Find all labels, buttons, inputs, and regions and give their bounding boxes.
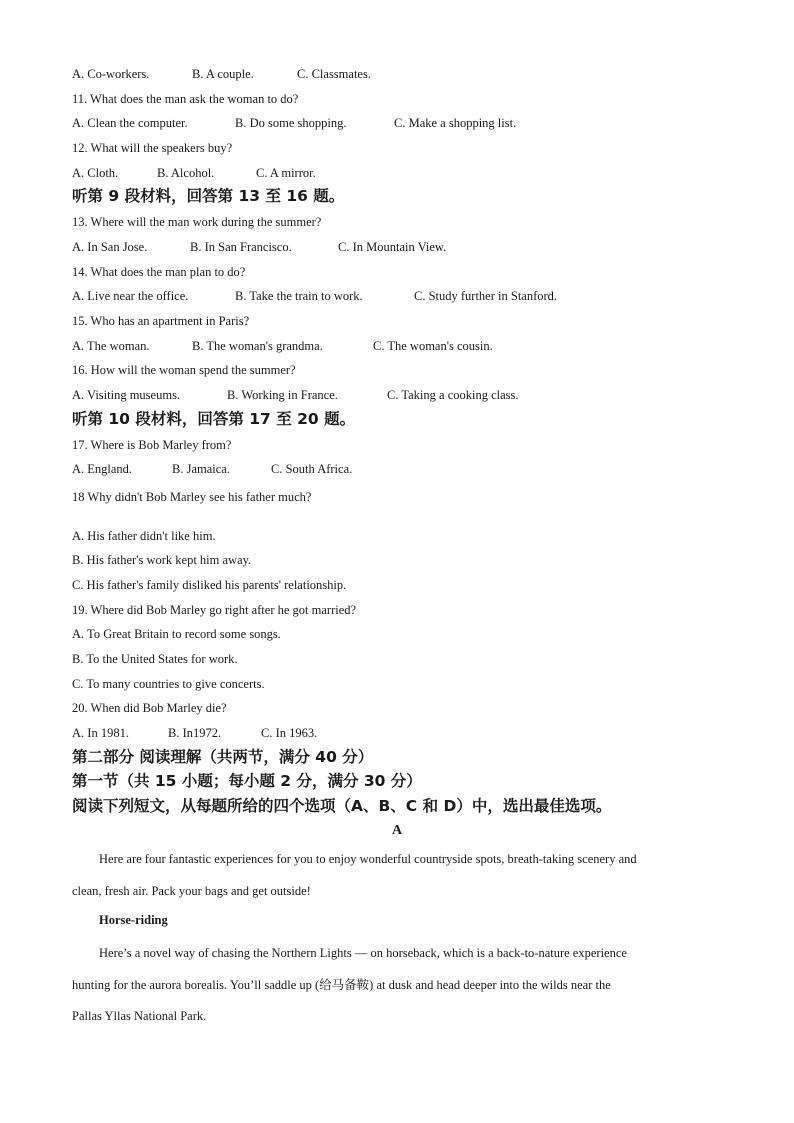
option-a: A. Visiting museums. [72, 388, 181, 402]
option-a: A. The woman. [72, 339, 150, 353]
option-a: A. Clean the computer. [72, 116, 188, 130]
question-19: 19. Where did Bob Marley go right after he got married? [72, 603, 357, 617]
option-b: B. Alcohol. [157, 166, 215, 180]
subheading-horse-riding: Horse-riding [99, 913, 168, 927]
option-a: A. England. [72, 462, 133, 476]
option-b: B. The woman's grandma. [192, 339, 323, 353]
option-c: C. In Mountain View. [338, 240, 447, 254]
q18-option-a: A. His father didn't like him. [72, 529, 216, 543]
section-heading-9: 听第 9 段材料，回答第 13 至 16 题。 [72, 187, 345, 205]
q19-option-b: B. To the United States for work. [72, 652, 238, 666]
option-c: C. Taking a cooking class. [387, 388, 519, 402]
horse-riding-line-1: Here’s a novel way of chasing the Northern Lights — on horseback, which is a back-to-nature experience [99, 946, 627, 960]
horse-riding-line-3: Pallas Yllas National Park. [72, 1009, 207, 1023]
horse-riding-line-2: hunting for the aurora borealis. You’ll saddle up (给马备鞍) at dusk and head deeper into the wilds near the [72, 978, 611, 992]
part2-title: 第二部分 阅读理解（共两节，满分 40 分） [72, 748, 374, 766]
question-13: 13. Where will the man work during the summer? [72, 215, 322, 229]
section1-title: 第一节（共 15 小题；每小题 2 分，满分 30 分） [72, 772, 422, 790]
intro-line-1: Here are four fantastic experiences for you to enjoy wonderful countryside spots, breath-taking scenery and [99, 852, 637, 866]
option-b: B. Take the train to work. [235, 289, 363, 303]
option-b: B. In1972. [168, 726, 222, 740]
option-c: C. Study further in Stanford. [414, 289, 558, 303]
intro-line-2: clean, fresh air. Pack your bags and get outside! [72, 884, 311, 898]
question-14: 14. What does the man plan to do? [72, 265, 246, 279]
option-c: C. A mirror. [256, 166, 316, 180]
passage-letter: A [391, 823, 403, 838]
question-12: 12. What will the speakers buy? [72, 141, 233, 155]
question-15: 15. Who has an apartment in Paris? [72, 314, 250, 328]
option-a: A. In 1981. [72, 726, 129, 740]
option-b: B. Working in France. [227, 388, 338, 402]
option-c: C. South Africa. [271, 462, 353, 476]
option-a: A. Co-workers. [72, 67, 150, 81]
option-c: C. Classmates. [297, 67, 371, 81]
option-a: A. Live near the office. [72, 289, 189, 303]
q19-option-a: A. To Great Britain to record some songs. [72, 627, 281, 641]
option-b: B. Do some shopping. [235, 116, 347, 130]
instruction: 阅读下列短文，从每题所给的四个选项（A、B、C 和 D）中，选出最佳选项。 [72, 797, 612, 815]
option-a: A. In San Jose. [72, 240, 148, 254]
q18-option-b: B. His father's work kept him away. [72, 553, 252, 567]
option-c: C. Make a shopping list. [394, 116, 517, 130]
option-b: B. Jamaica. [172, 462, 230, 476]
option-a: A. Cloth. [72, 166, 119, 180]
question-11: 11. What does the man ask the woman to do? [72, 92, 299, 106]
option-b: B. A couple. [192, 67, 254, 81]
option-c: C. In 1963. [261, 726, 318, 740]
option-b: B. In San Francisco. [190, 240, 292, 254]
q19-option-c: C. To many countries to give concerts. [72, 677, 265, 691]
question-16: 16. How will the woman spend the summer? [72, 363, 296, 377]
question-17: 17. Where is Bob Marley from? [72, 438, 232, 452]
question-20: 20. When did Bob Marley die? [72, 701, 227, 715]
section-heading-10: 听第 10 段材料，回答第 17 至 20 题。 [72, 410, 356, 428]
option-c: C. The woman's cousin. [373, 339, 493, 353]
question-18: 18 Why didn't Bob Marley see his father much? [72, 490, 312, 504]
q18-option-c: C. His father's family disliked his parents' relationship. [72, 578, 347, 592]
